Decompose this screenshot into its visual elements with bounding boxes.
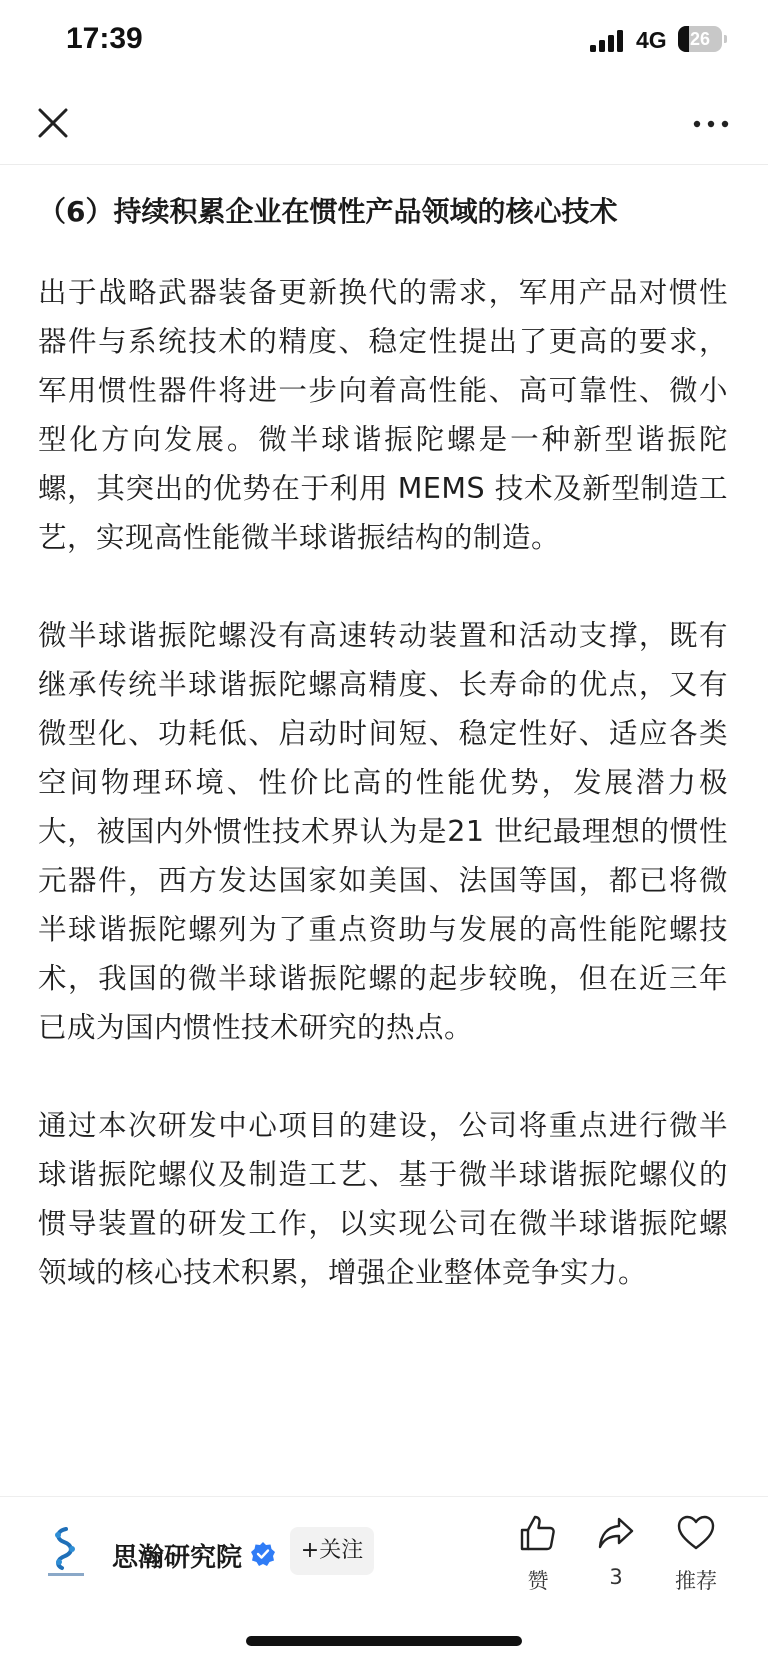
recommend-button[interactable]	[656, 1513, 736, 1603]
follow-button[interactable]: +关注	[290, 1527, 374, 1575]
verified-badge-icon	[250, 1541, 276, 1567]
status-time: 17:39	[66, 22, 143, 55]
close-button[interactable]	[28, 98, 78, 148]
bottom-action-bar	[0, 1496, 768, 1617]
author-avatar[interactable]	[44, 1525, 88, 1579]
article-body	[38, 192, 728, 1346]
share-count: 3	[609, 1565, 623, 1589]
article-paragraph: 出于战略武器装备更新换代的需求，军用产品对惯性器件与系统技术的精度、稳定性提出了更高的要求，军用惯性器件将进一步向着高性能、高可靠性、微小型化方向发展。微半球谐振陀螺是一种新型谐振陀螺，其突出的优势在于利用 MEMS 技术及新型制造工艺，实现高性能微半球谐振结构的制造。	[38, 276, 728, 554]
author-name[interactable]: 思瀚研究院	[112, 1543, 243, 1573]
more-horizontal-icon	[686, 98, 736, 148]
article-paragraph: 通过本次研发中心项目的建设，公司将重点进行微半球谐振陀螺仪及制造工艺、基于微半球谐振陀螺仪的惯导装置的研发工作，以实现公司在微半球谐振陀螺领域的核心技术积累，增强企业整体竞争实力。	[38, 1109, 728, 1289]
cellular-signal-icon	[590, 30, 626, 52]
recommend-label: 推荐	[675, 1569, 717, 1593]
heart-icon	[676, 1513, 716, 1553]
close-icon	[28, 98, 78, 148]
like-label: 赞	[527, 1569, 549, 1593]
like-button[interactable]	[498, 1513, 578, 1603]
more-button[interactable]	[686, 98, 736, 148]
home-indicator[interactable]	[246, 1636, 522, 1646]
battery-icon	[678, 26, 726, 52]
status-bar	[0, 0, 768, 84]
share-button[interactable]	[576, 1513, 656, 1603]
share-arrow-icon	[596, 1513, 636, 1553]
network-type: 4G	[636, 27, 667, 53]
article-paragraph: 微半球谐振陀螺没有高速转动装置和活动支撑，既有继承传统半球谐振陀螺高精度、长寿命的优点，又有微型化、功耗低、启动时间短、稳定性好、适应各类空间物理环境、性价比高的性能优势，发展潜力极大，被国内外惯性技术界认为是21 世纪最理想的惯性元器件，西方发达国家如美国、法国等国，都已将微半球谐振陀螺列为了重点资助与发展的高性能陀螺技术，我国的微半球谐振陀螺的起步较晚，但在近三年已成为国内惯性技术研究的热点。	[38, 619, 728, 1044]
battery-level: 26	[689, 29, 711, 49]
nav-bar	[0, 84, 768, 165]
section-heading: （6）持续积累企业在惯性产品领域的核心技术	[38, 195, 618, 228]
thumbs-up-icon	[518, 1513, 558, 1553]
